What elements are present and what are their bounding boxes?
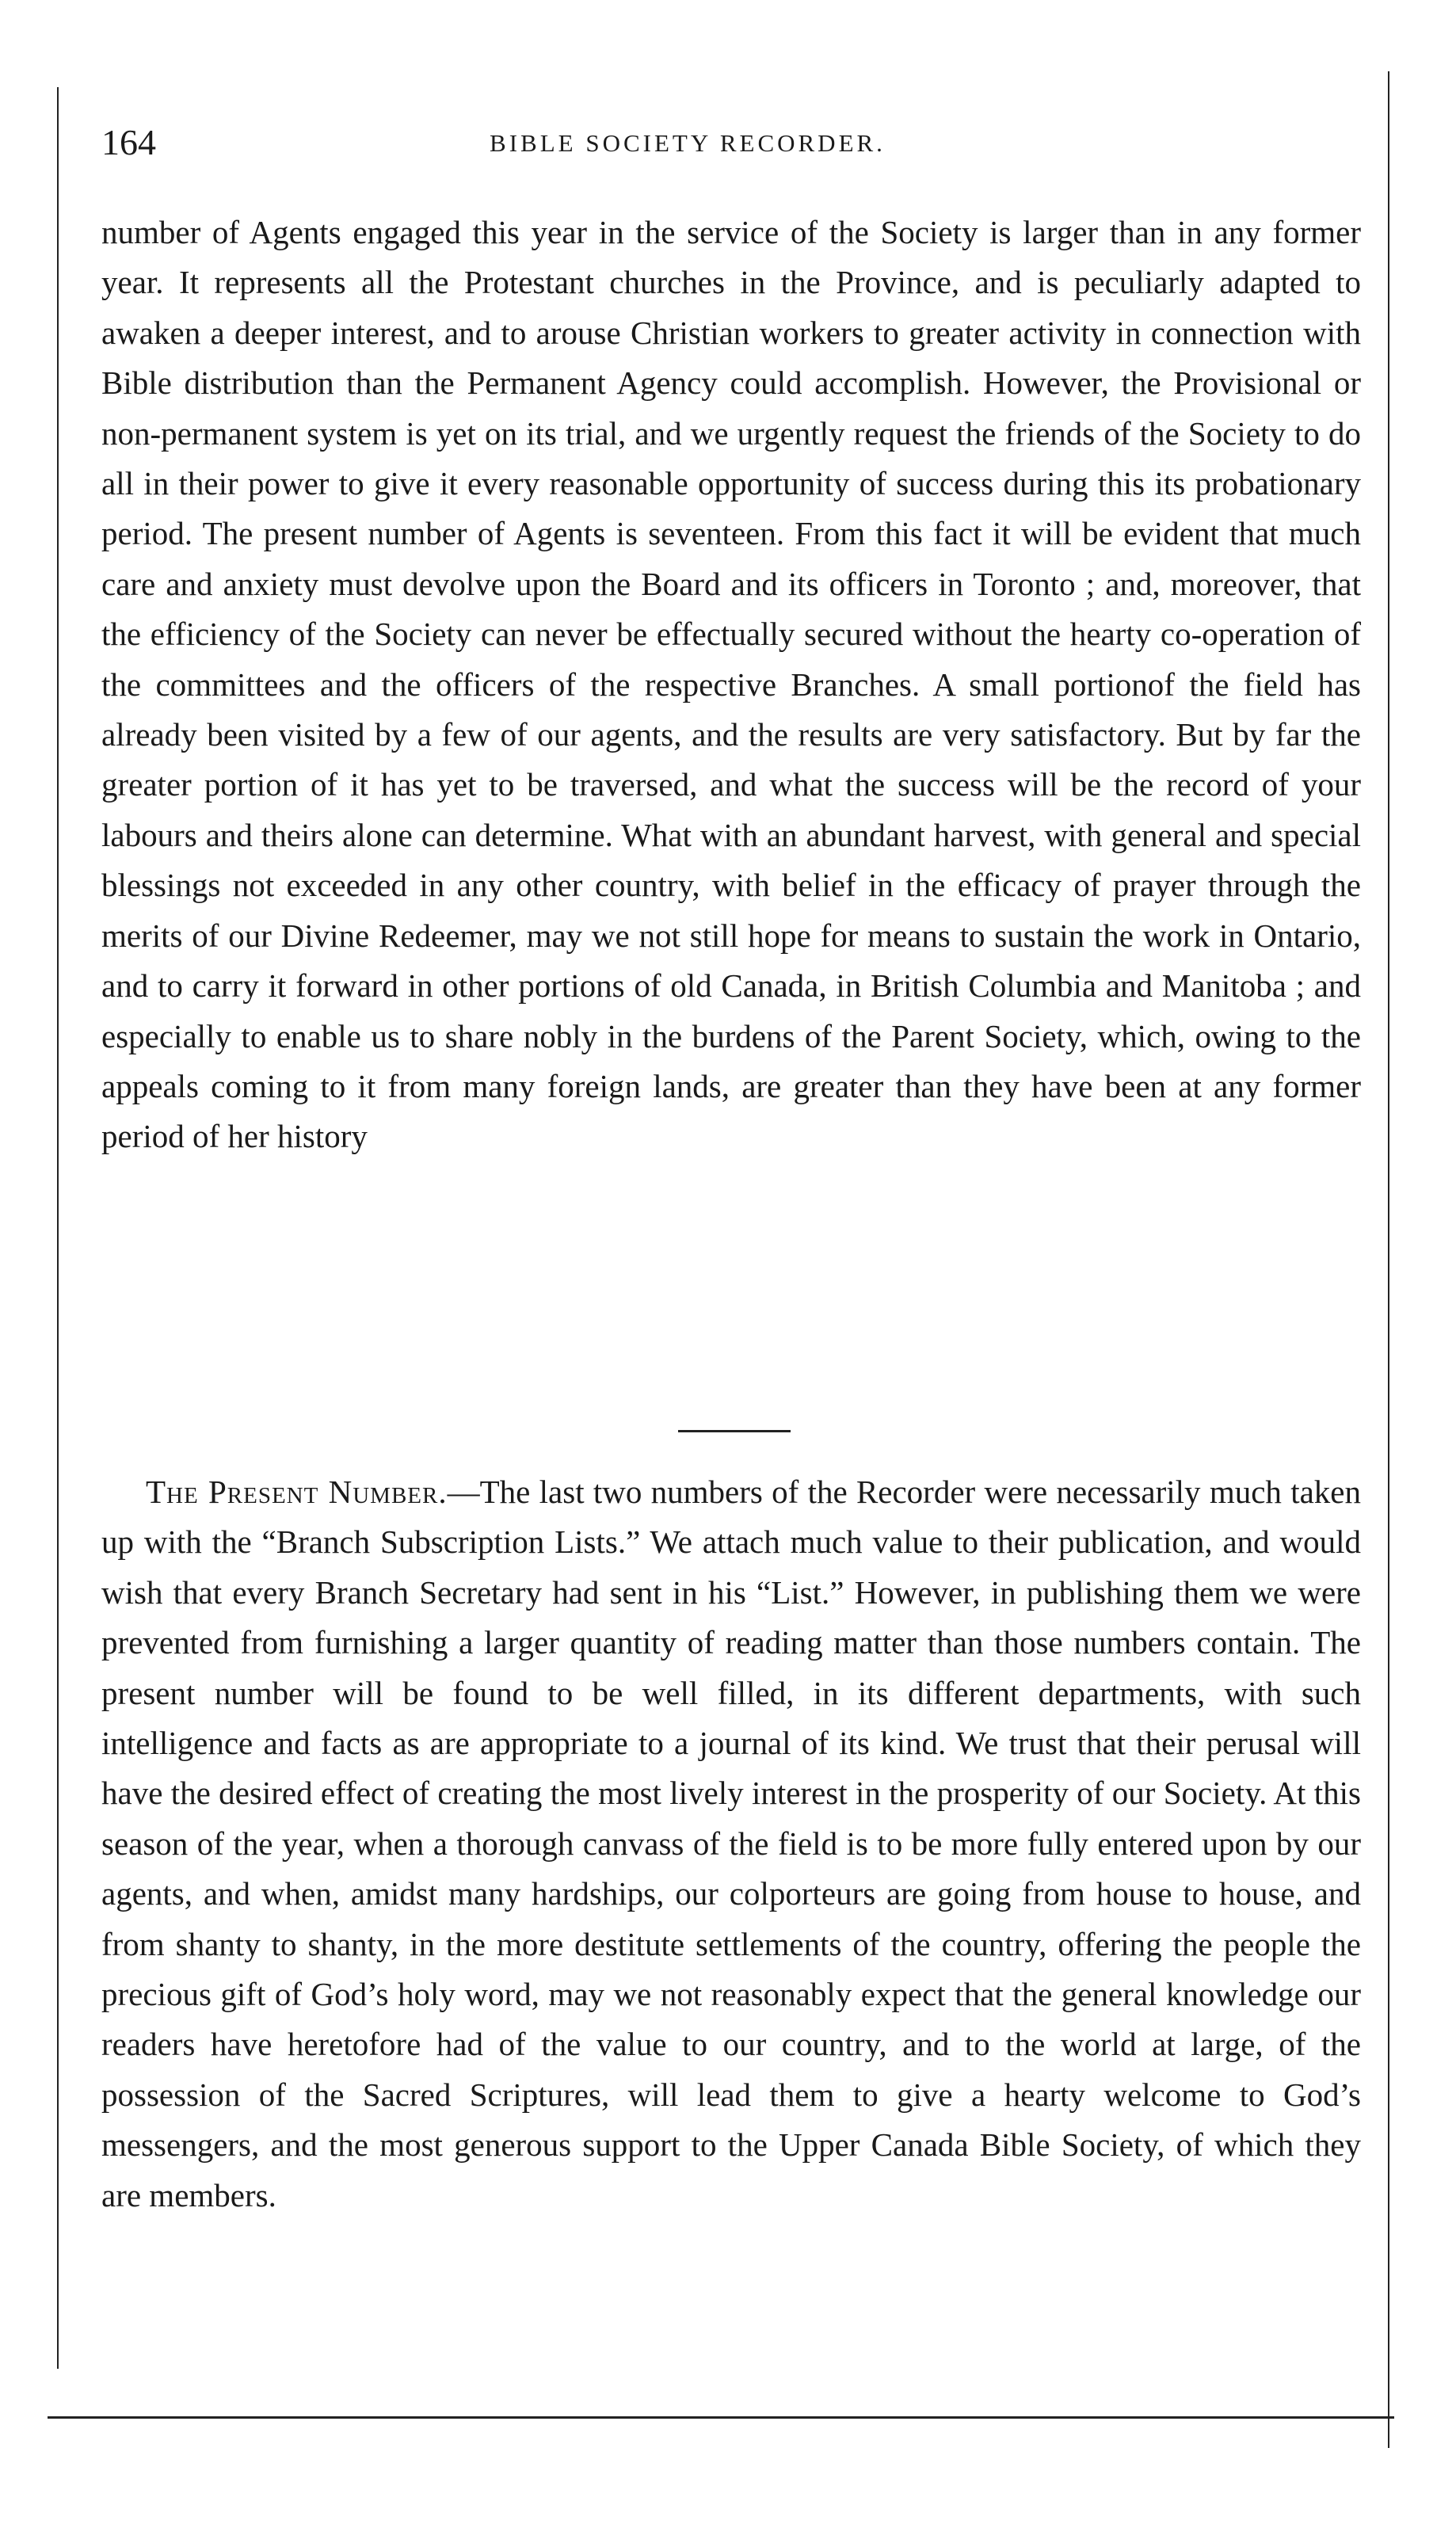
body-paragraph-1 bbox=[101, 208, 1361, 1162]
paragraph-2-text: —The last two numbers of the Recorder were necessarily much taken up with the “Branch Subscription Lists.” We attach much value to their publication, and would wish that every Branch Secretary had sent in his “List.” However, in publishing them we were prevented from furnishing a larger quantity of reading matter than those numbers contain. The present number will be found to be well filled, in its different departments, with such intelligence and facts as are appropriate to a journal of its kind. We trust that their perusal will have the desired effect of creating the most lively interest in the prosperity of our Society. At this season of the year, when a thorough canvass of the field is to be more fully entered upon by our agents, and when, amidst many hardships, our colporteurs are going from house to house, and from shanty to shanty, in the more destitute settlements of the country, offering the people the precious gift of God’s holy word, may we not reasonably expect that the general knowledge our readers have heretofore had of the value to our country, and to the world at large, of the possession of the Sacred Scriptures, will lead them to give a hearty welcome to God’s messengers, and the most generous support to the Upper Canada Bible Society, of which they are members. bbox=[101, 1474, 1361, 2213]
paragraph-1-text: number of Agents engaged this year in the service of the Society is larger than in any former year. It represents all the Protestant churches in the Province, and is peculiarly adapted to awaken a deeper interest, and to arouse Christian workers to greater activity in connection with Bible distribution than the Permanent Agency could accomplish. However, the Provisional or non-permanent system is yet on its trial, and we urgently request the friends of the Society to do all in their power to give it every reasonable opportunity of success during this its probationary period. The present number of Agents is seventeen. From this fact it will be evident that much care and anxiety must devolve upon the Board and its officers in Toronto ; and, moreover, that the efficiency of the Society can never be effectually secured without the hearty co-operation of the committees and the officers of the respective Branches. A small portionof the field has already been visited by a few of our agents, and the results are very satisfactory. But by far the greater portion of it has yet to be traversed, and what the success will be the record of your labours and theirs alone can determine. What with an abundant harvest, with general and special blessings not exceeded in any other country, with belief in the efficacy of prayer through the merits of our Divine Redeemer, may we not still hope for means to sustain the work in Ontario, and to carry it forward in other portions of old Canada, in British Columbia and Manitoba ; and especially to enable us to share nobly in the burdens of the Parent Society, which, owing to the appeals coming to it from many foreign lands, are greater than they have been at any former period of her history bbox=[101, 214, 1361, 1155]
body-paragraph-2 bbox=[101, 1467, 1361, 2221]
right-border-rule bbox=[1388, 71, 1389, 2448]
page-header bbox=[101, 119, 1369, 166]
section-divider bbox=[678, 1430, 791, 1432]
running-title: BIBLE SOCIETY RECORDER. bbox=[490, 129, 886, 157]
bottom-border-rule bbox=[48, 2416, 1394, 2419]
left-border-rule bbox=[57, 87, 59, 2369]
section-lead-in: The Present Number. bbox=[146, 1474, 448, 1510]
page-number: 164 bbox=[101, 122, 156, 162]
